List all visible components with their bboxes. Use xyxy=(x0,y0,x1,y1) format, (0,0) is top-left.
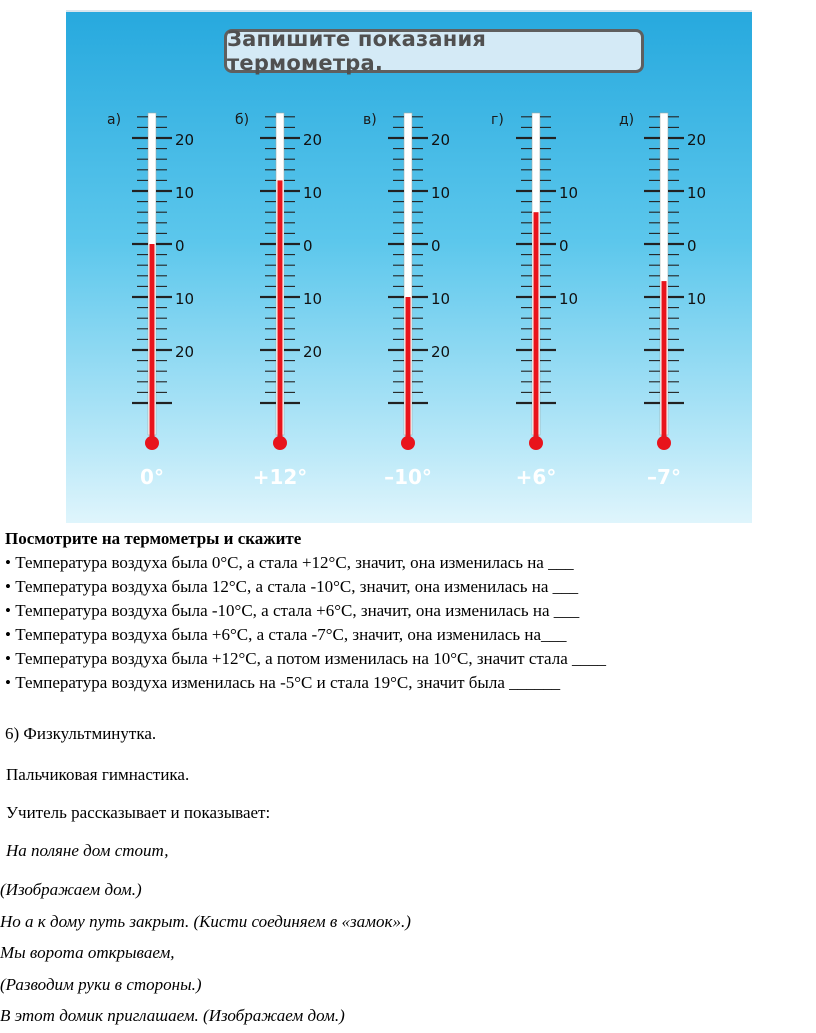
thermometer-letter: в) xyxy=(363,112,377,128)
poem-line: Но а к дому путь закрыт. (Кисти соединяем в «замок».) xyxy=(0,912,411,931)
poem-line: (Изображаем дом.) xyxy=(0,880,142,899)
mercury-column xyxy=(662,281,667,443)
section-heading: 6) Физкультминутка. xyxy=(5,724,157,743)
scale-label: 10 xyxy=(303,184,323,202)
scale-label: 20 xyxy=(687,131,707,149)
reading-caption: +12° xyxy=(252,465,308,489)
scale-label: 10 xyxy=(559,184,579,202)
figure-title: Запишите показания термометра. xyxy=(224,29,644,73)
reading-caption: –10° xyxy=(384,465,432,489)
scale-label: 10 xyxy=(303,290,323,308)
scale-label: 10 xyxy=(175,290,195,308)
thermometer-letter: д) xyxy=(619,112,635,128)
scale-label: 0 xyxy=(303,237,313,255)
scale-label: 20 xyxy=(175,343,195,361)
question-item: • Температура воздуха была +6°С, а стала -7°С, значит, она изменилась на___ xyxy=(5,625,567,644)
section-intro: Учитель рассказывает и показывает: xyxy=(6,803,271,822)
mercury-column xyxy=(150,244,155,443)
question-item: • Температура воздуха была 12°С, а стала -10°С, значит, она изменилась на ___ xyxy=(5,577,579,596)
scale-label: 0 xyxy=(175,237,185,255)
mercury-column xyxy=(278,180,283,443)
mercury-column xyxy=(534,212,539,443)
question-item: • Температура воздуха была 0°С, а стала +12°С, значит, она изменилась на ___ xyxy=(5,553,574,572)
reading-caption: –7° xyxy=(647,465,681,489)
scale-label: 10 xyxy=(687,184,707,202)
thermometer-letter: б) xyxy=(235,112,250,128)
questions-heading: Посмотрите на термометры и скажите xyxy=(5,529,302,548)
thermometer-letter: г) xyxy=(491,112,504,128)
mercury-bulb xyxy=(657,436,671,450)
reading-caption: 0° xyxy=(140,465,164,489)
scale-label: 0 xyxy=(431,237,441,255)
scale-label: 20 xyxy=(431,131,451,149)
poem-line: На поляне дом стоит, xyxy=(6,841,169,860)
mercury-bulb xyxy=(401,436,415,450)
scale-label: 20 xyxy=(303,343,323,361)
poem-line: (Разводим руки в стороны.) xyxy=(0,975,202,994)
mercury-column xyxy=(406,297,411,443)
scale-label: 10 xyxy=(175,184,195,202)
scale-label: 10 xyxy=(431,184,451,202)
scale-label: 0 xyxy=(559,237,569,255)
scale-label: 10 xyxy=(559,290,579,308)
scale-label: 20 xyxy=(431,343,451,361)
mercury-bulb xyxy=(529,436,543,450)
reading-caption: +6° xyxy=(515,465,557,489)
question-item: • Температура воздуха была -10°С, а стала +6°С, значит, она изменилась на ___ xyxy=(5,601,580,620)
thermometer-letter: а) xyxy=(107,112,122,128)
scale-label: 20 xyxy=(175,131,195,149)
section-subheading: Пальчиковая гимнастика. xyxy=(6,765,190,784)
mercury-bulb xyxy=(145,436,159,450)
scale-label: 0 xyxy=(687,237,697,255)
mercury-bulb xyxy=(273,436,287,450)
poem-line: В этот домик приглашаем. (Изображаем дом.) xyxy=(0,1006,345,1025)
poem-line: Мы ворота открываем, xyxy=(0,943,175,962)
scale-label: 20 xyxy=(303,131,323,149)
question-item: • Температура воздуха была +12°С, а потом изменилась на 10°С, значит стала ____ xyxy=(5,649,607,668)
scale-label: 10 xyxy=(431,290,451,308)
scale-label: 10 xyxy=(687,290,707,308)
question-item: • Температура воздуха изменилась на -5°С и стала 19°С, значит была ______ xyxy=(5,673,561,692)
